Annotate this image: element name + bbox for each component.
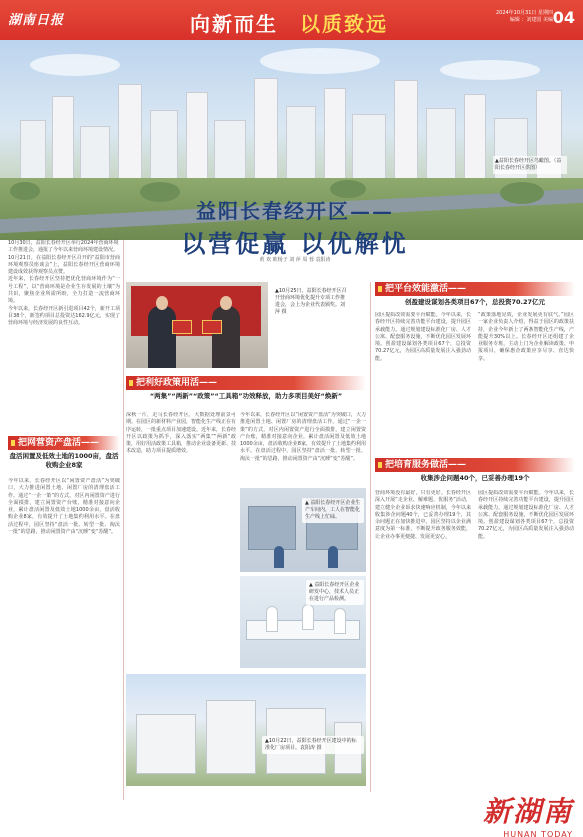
edition-meta [496, 10, 553, 24]
environment-text: 深秋一片，走马长春经开区，大数据处理前景可期。在园区的新材料产业园，智能化生产线正在有序运转，一批重点项目加速建设。近年来，长春经开区以政策为抓手，深入落实“两集”“两新”政策，用好用活政策工具箱，推动企业设备更新、技术改造，助力项目提质增效。 [126, 412, 236, 455]
award-photo [126, 282, 268, 368]
environment-text-col2: 今年以来，长春经开区以“闲置资产盘活”为突破口，大力推进闲置土地、闲置厂房的清理盘活工作。通过“一企一策”的方式，对区内闲置资产进行全面摸排，建立闲置资产台账，精准对接意向企业，累计盘活闲置及低效土地1000余亩，盘活收购企业8家，有效提升了土地集约利用水平。在盘活过程中，园区坚持“盘活一批、转型一批、淘汰一批”的思路，推动闲置资产由“沉睡”变“苏醒”。 [240, 412, 366, 462]
section-subhead-environment: “两集”“两新”“政策”“工具箱”功效释放，助力多项目美好“焕新” [149, 392, 343, 400]
section-heading-platform: 把平台效能激活—— [375, 282, 575, 296]
intro-paragraph: 10月21日，在益阳长春经开区召开的“益阳市营商环境观察员座谈会”上，益阳长春经开区营商环境建设成效获得观察员点赞。 [8, 254, 120, 276]
section-subhead-platform: 创盈建设谋划各类项目67个，总投资70.27亿元 [404, 298, 546, 306]
slogan-part-1: 向新而生 [190, 12, 278, 36]
brand-logo-cn: 新湖南 [482, 795, 573, 828]
intro-paragraph: 工作推进会，通报了今年以来营商环境建设情况。 [8, 247, 119, 254]
issue-date: 2024年10月31日 星期四 [495, 10, 553, 16]
intro-paragraph: 今年以来，长春经开区新引进项目42个，新开工项目38个，新签约项目总投资达162.9亿元，实现了营商环境与经济发展的良性互动。 [8, 305, 120, 327]
section-heading-environment: 把利好政策用活—— [126, 376, 366, 390]
footer-brand [463, 790, 573, 837]
section-subhead-services: 盘活闲置及低效土地的1000亩，盘活收购企业8家 [9, 452, 119, 469]
slogan-part-2: 以质致远 [300, 12, 388, 36]
campus-photo [126, 674, 366, 786]
services-text: 今年以来，长春经开区以“闲置资产盘活”为突破口，大力推进闲置土地、闲置厂房的清理盘活工作。通过“一企一策”的方式，对区内闲置资产进行全面摸排，建立闲置资产台账，精准对接意向企业，累计盘活闲置及低效土地1000余亩，盘活收购企业8家，有效提升了土地集约利用水平。在盘活过程中，园区坚持“盘活一批、转型一批、淘汰一批”的思路，推动闲置资产由“沉睡”变“苏醒”。 [8, 478, 120, 536]
title-line-2: 以营促赢 以优解忧 [181, 229, 409, 258]
page-number: 04 [552, 8, 575, 27]
byline: 黄 欢 欧杨子 刘 萍 周 蓉 袁阳涛 [259, 257, 331, 263]
talent-text-2: 园区提质改效需要平台赋能。今年以来，长春经开区持续完善功能平台建设，提升园区承载能力。通过规划建设标准化厂房、人才公寓、配套服务设施，不断优化园区发展环境。创盈建设谋划各类项目67个，总投资70.27亿元，为园区高质量发展注入强劲动能。 [478, 490, 574, 540]
section-heading-services: 把网营资产盘活—— [8, 436, 120, 450]
section-subhead-talent: 收集涉企问题40个，已妥善办理19个 [420, 474, 530, 482]
intro-paragraph: 10月30日，益阳长春经开区举行2024年营商环境 [8, 240, 119, 246]
brand-logo-en: HUNAN TODAY [503, 830, 573, 837]
page-slogan [190, 8, 388, 37]
column-divider [370, 282, 371, 792]
intro-column [8, 240, 120, 430]
newspaper-logo: 湖南日报 [8, 13, 65, 28]
platform-text-2: “政策落地见效，企业发展更有底气。”园区一家企业负责人介绍，得益于园区的政策扶持，企业今年新上了两条智能化生产线，产能提升30%以上。长春经开区还组建了企业服务专班，主动上门为企业解读政策、申报项目，确保惠企政策应享尽享、直达快享。 [478, 312, 574, 362]
factory-photo-caption: ▲ 益阳长春经开区企业生产车间内，工人在智能化生产线上忙碌。 [302, 498, 364, 523]
intro-paragraph: 近年来，长春经开区坚持把优化营商环境作为“一号工程”，以“营商环境是企业生存发展的土壤”为共识，聚焦企业所需所盼，全力打造一流营商环境。 [8, 276, 120, 305]
column-divider [123, 240, 124, 800]
edition-editor: 编辑 ：刘建国 美编 [509, 17, 553, 23]
lab-photo-caption: ▲ 益阳长春经开区企业研发中心，技术人员正在进行产品检测。 [306, 580, 364, 605]
title-line-1: 益阳长春经开区—— [196, 199, 394, 223]
section-heading-talent: 把培育服务做活—— [375, 458, 575, 472]
award-photo-caption: ▲10月25日，益阳长春经开区召开营商环境优化提升专项工作推进会，会上为企业代表颁奖。刘 萍 摄 [272, 286, 350, 318]
campus-photo-caption: ▲10月22日，益阳长春经开区建设中的标准化厂房项目。袁阳涛 摄 [262, 736, 364, 754]
hero-caption: ▲益阳长春经开区鸟瞰图。（益阳长春经开区供图） [493, 156, 567, 174]
platform-text: 园区提质改效需要平台赋能。今年以来，长春经开区持续完善功能平台建设，提升园区承载能力。通过规划建设标准化厂房、人才公寓、配套服务设施，不断优化园区发展环境。创盈建设谋划各类项目67个，总投资70.27亿元，为园区高质量发展注入强劲动能。 [375, 312, 471, 362]
masthead [0, 0, 583, 40]
article-title [120, 195, 470, 259]
talent-text: 营商环境没有最好，只有更好。长春经开区深入开展“走企业、解难题、优服务”活动，建立健全企业诉求快速响应机制，今年以来收集涉企问题40个，已妥善办理19个，其余问题正在加快推进中。园区坚持以企业满意度为第一标准，不断提升政务服务效能，让企业办事更便捷、发展更安心。 [375, 490, 471, 540]
